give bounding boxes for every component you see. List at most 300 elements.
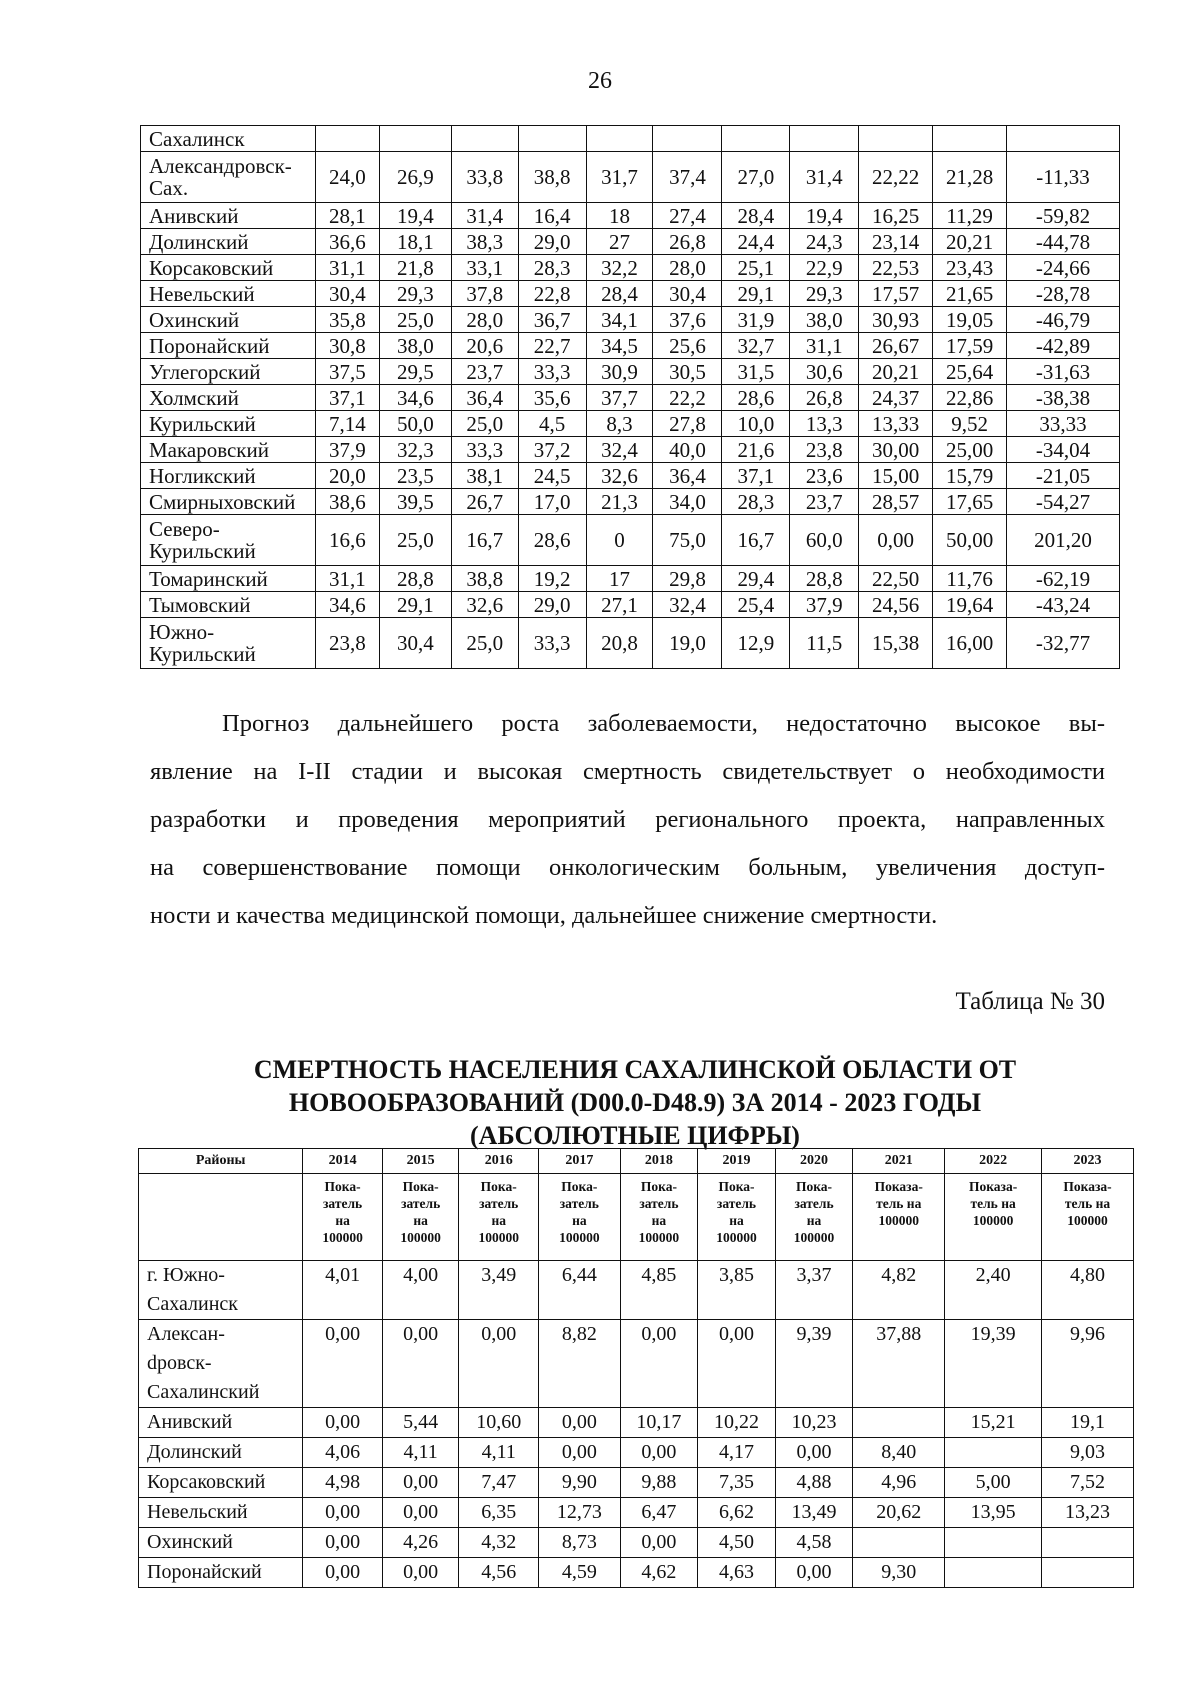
value-cell: 0,00 <box>382 1498 459 1528</box>
value-cell: 29,4 <box>722 566 790 592</box>
value-cell: 32,4 <box>653 592 722 618</box>
value-cell: 26,9 <box>379 152 451 203</box>
table-row <box>139 1558 1134 1588</box>
value-cell: 33,1 <box>451 255 518 281</box>
year-header: 2018 <box>620 1149 698 1174</box>
value-cell <box>790 126 859 152</box>
value-cell: 37,88 <box>853 1320 945 1408</box>
value-cell: 29,3 <box>790 281 859 307</box>
value-cell: 37,1 <box>722 463 790 489</box>
value-cell: 37,6 <box>653 307 722 333</box>
value-cell: 6,35 <box>459 1498 539 1528</box>
indicator-header: Пока- затель на 100000 <box>382 1174 459 1261</box>
district-name-cell: Углегорский <box>141 359 316 385</box>
indicator-header: Пока- затель на 100000 <box>698 1174 776 1261</box>
value-cell: 4,17 <box>698 1438 776 1468</box>
table-row <box>139 1438 1134 1468</box>
value-cell <box>586 126 653 152</box>
value-cell: -62,19 <box>1007 566 1120 592</box>
value-cell: 0,00 <box>382 1558 459 1588</box>
value-cell: 34,6 <box>315 592 379 618</box>
value-cell: 4,00 <box>382 1261 459 1320</box>
value-cell: 15,21 <box>945 1408 1042 1438</box>
table-title-line: СМЕРТНОСТЬ НАСЕЛЕНИЯ САХАЛИНСКОЙ ОБЛАСТИ ОТ <box>253 1055 1017 1084</box>
value-cell: 4,32 <box>459 1528 539 1558</box>
value-cell: -34,04 <box>1007 437 1120 463</box>
value-cell: 16,6 <box>315 515 379 566</box>
value-cell: 11,5 <box>790 618 859 669</box>
value-cell: 27,1 <box>586 592 653 618</box>
value-cell <box>1042 1528 1134 1558</box>
table-row <box>141 203 1120 229</box>
value-cell: 31,4 <box>790 152 859 203</box>
value-cell: 19,4 <box>790 203 859 229</box>
value-cell: 32,4 <box>586 437 653 463</box>
value-cell: 7,35 <box>698 1468 776 1498</box>
value-cell: 5,00 <box>945 1468 1042 1498</box>
value-cell: 30,00 <box>859 437 933 463</box>
value-cell: 10,17 <box>620 1408 698 1438</box>
value-cell: 36,6 <box>315 229 379 255</box>
table-title-line: НОВООБРАЗОВАНИЙ (D00.0-D48.9) ЗА 2014 - 2023 ГОДЫ <box>288 1088 982 1117</box>
value-cell: 75,0 <box>653 515 722 566</box>
value-cell: 25,0 <box>379 515 451 566</box>
year-header: 2020 <box>775 1149 853 1174</box>
value-cell: 32,6 <box>586 463 653 489</box>
value-cell: 28,3 <box>722 489 790 515</box>
value-cell: 22,53 <box>859 255 933 281</box>
value-cell: 30,8 <box>315 333 379 359</box>
value-cell: 13,95 <box>945 1498 1042 1528</box>
value-cell: 38,8 <box>451 566 518 592</box>
value-cell: 8,73 <box>539 1528 621 1558</box>
value-cell <box>379 126 451 152</box>
year-header: 2014 <box>303 1149 383 1174</box>
value-cell: 16,7 <box>722 515 790 566</box>
value-cell: 37,5 <box>315 359 379 385</box>
value-cell: 21,65 <box>933 281 1007 307</box>
value-cell: 31,1 <box>315 255 379 281</box>
value-cell: 0,00 <box>620 1438 698 1468</box>
value-cell: 12,9 <box>722 618 790 669</box>
value-cell: 34,0 <box>653 489 722 515</box>
value-cell: 0,00 <box>303 1408 383 1438</box>
value-cell: 29,8 <box>653 566 722 592</box>
table-row <box>141 152 1120 203</box>
value-cell: 25,0 <box>451 618 518 669</box>
value-cell: 37,2 <box>518 437 586 463</box>
table-row <box>141 463 1120 489</box>
value-cell: 22,86 <box>933 385 1007 411</box>
value-cell: 28,8 <box>379 566 451 592</box>
value-cell: 29,0 <box>518 592 586 618</box>
value-cell: 37,9 <box>315 437 379 463</box>
value-cell: 27 <box>586 229 653 255</box>
table-row <box>141 333 1120 359</box>
value-cell: 25,64 <box>933 359 1007 385</box>
value-cell: 4,5 <box>518 411 586 437</box>
value-cell: 32,3 <box>379 437 451 463</box>
district-name-cell: Поронайский <box>141 333 316 359</box>
value-cell: -11,33 <box>1007 152 1120 203</box>
table-title <box>140 1053 1130 1152</box>
district-name-cell: Алексан- dровск- Сахалинский <box>139 1320 303 1408</box>
value-cell: 17,57 <box>859 281 933 307</box>
year-header: 2021 <box>853 1149 945 1174</box>
value-cell: 31,1 <box>315 566 379 592</box>
value-cell: 25,00 <box>933 437 1007 463</box>
indicator-header: Показа- тель на 100000 <box>945 1174 1042 1261</box>
value-cell: 28,3 <box>518 255 586 281</box>
value-cell: 20,0 <box>315 463 379 489</box>
table-row <box>139 1498 1134 1528</box>
value-cell: 23,8 <box>315 618 379 669</box>
year-header: 2016 <box>459 1149 539 1174</box>
value-cell: 30,6 <box>790 359 859 385</box>
value-cell: 33,8 <box>451 152 518 203</box>
value-cell: 26,8 <box>790 385 859 411</box>
column-header: Районы <box>139 1149 303 1174</box>
value-cell: 0,00 <box>382 1468 459 1498</box>
district-name-cell: Анивский <box>139 1408 303 1438</box>
value-cell: 0,00 <box>620 1320 698 1408</box>
value-cell: 60,0 <box>790 515 859 566</box>
value-cell: 0,00 <box>303 1528 383 1558</box>
value-cell: 33,3 <box>518 359 586 385</box>
value-cell: 37,1 <box>315 385 379 411</box>
value-cell: 29,3 <box>379 281 451 307</box>
value-cell: 9,30 <box>853 1558 945 1588</box>
value-cell: 8,40 <box>853 1438 945 1468</box>
district-name-cell: Ногликский <box>141 463 316 489</box>
value-cell: 34,5 <box>586 333 653 359</box>
value-cell: 10,60 <box>459 1408 539 1438</box>
value-cell: 6,62 <box>698 1498 776 1528</box>
value-cell: -31,63 <box>1007 359 1120 385</box>
value-cell: 38,0 <box>379 333 451 359</box>
value-cell: 4,98 <box>303 1468 383 1498</box>
value-cell: 31,9 <box>722 307 790 333</box>
value-cell: 3,49 <box>459 1261 539 1320</box>
value-cell: 31,7 <box>586 152 653 203</box>
table-row <box>139 1408 1134 1438</box>
value-cell: 35,8 <box>315 307 379 333</box>
value-cell: 4,63 <box>698 1558 776 1588</box>
value-cell: -28,78 <box>1007 281 1120 307</box>
indicator-header: Показа- тель на 100000 <box>853 1174 945 1261</box>
value-cell: 28,6 <box>518 515 586 566</box>
value-cell <box>1042 1558 1134 1588</box>
district-name-cell: Охинский <box>141 307 316 333</box>
value-cell: 17,0 <box>518 489 586 515</box>
value-cell: 0,00 <box>775 1438 853 1468</box>
value-cell: 16,7 <box>451 515 518 566</box>
value-cell: 23,43 <box>933 255 1007 281</box>
paragraph-line: ности и качества медицинской помощи, дальнейшее снижение смертности. <box>150 902 938 929</box>
value-cell: 4,56 <box>459 1558 539 1588</box>
paragraph-line: разработки и проведения мероприятий регионального проекта, направленных <box>150 806 1105 833</box>
value-cell: -44,78 <box>1007 229 1120 255</box>
district-name-cell: Невельский <box>141 281 316 307</box>
value-cell: 10,22 <box>698 1408 776 1438</box>
value-cell: 28,0 <box>653 255 722 281</box>
value-cell: 2,40 <box>945 1261 1042 1320</box>
district-name-cell: Охинский <box>139 1528 303 1558</box>
value-cell: 50,00 <box>933 515 1007 566</box>
value-cell: 26,7 <box>451 489 518 515</box>
subheader-row <box>139 1174 1134 1261</box>
district-name-cell: Корсаковский <box>139 1468 303 1498</box>
value-cell: 25,0 <box>379 307 451 333</box>
value-cell: 19,4 <box>379 203 451 229</box>
indicator-header: Пока- затель на 100000 <box>539 1174 621 1261</box>
value-cell: 27,8 <box>653 411 722 437</box>
value-cell <box>853 1408 945 1438</box>
value-cell: 23,8 <box>790 437 859 463</box>
value-cell: 32,7 <box>722 333 790 359</box>
indicator-header: Пока- затель на 100000 <box>459 1174 539 1261</box>
value-cell: 13,49 <box>775 1498 853 1528</box>
value-cell: 6,44 <box>539 1261 621 1320</box>
district-name-cell: Александровск-Сах. <box>141 152 316 203</box>
value-cell: 36,4 <box>653 463 722 489</box>
value-cell: 4,58 <box>775 1528 853 1558</box>
value-cell: 20,62 <box>853 1498 945 1528</box>
value-cell <box>518 126 586 152</box>
value-cell: 8,82 <box>539 1320 621 1408</box>
value-cell: 3,37 <box>775 1261 853 1320</box>
value-cell: 23,7 <box>451 359 518 385</box>
table-row <box>141 385 1120 411</box>
district-name-cell: Анивский <box>141 203 316 229</box>
value-cell: 4,11 <box>459 1438 539 1468</box>
paragraph-line: явление на I-II стадии и высокая смертность свидетельствует о необходимости <box>150 758 1105 785</box>
value-cell: 28,4 <box>722 203 790 229</box>
district-name-cell: Томаринский <box>141 566 316 592</box>
district-name-cell: г. Южно- Сахалинск <box>139 1261 303 1320</box>
value-cell: 26,8 <box>653 229 722 255</box>
value-cell: 15,38 <box>859 618 933 669</box>
value-cell: 20,8 <box>586 618 653 669</box>
value-cell: 31,5 <box>722 359 790 385</box>
table-row <box>141 229 1120 255</box>
table-title-line: (АБСОЛЮТНЫЕ ЦИФРЫ) <box>470 1121 800 1150</box>
value-cell: 7,47 <box>459 1468 539 1498</box>
value-cell: 0,00 <box>303 1498 383 1528</box>
value-cell: 12,73 <box>539 1498 621 1528</box>
table-row <box>141 307 1120 333</box>
value-cell: 13,23 <box>1042 1498 1134 1528</box>
value-cell: 22,22 <box>859 152 933 203</box>
value-cell: 30,4 <box>379 618 451 669</box>
value-cell: 29,1 <box>379 592 451 618</box>
value-cell: 33,3 <box>451 437 518 463</box>
value-cell: 5,44 <box>382 1408 459 1438</box>
value-cell: 38,1 <box>451 463 518 489</box>
value-cell: 24,56 <box>859 592 933 618</box>
value-cell: 4,80 <box>1042 1261 1134 1320</box>
mortality-absolute-table <box>138 1148 1134 1588</box>
value-cell: -32,77 <box>1007 618 1120 669</box>
value-cell: 23,6 <box>790 463 859 489</box>
value-cell: 28,6 <box>722 385 790 411</box>
value-cell: 0,00 <box>775 1558 853 1588</box>
value-cell: 37,4 <box>653 152 722 203</box>
paragraph-line: Прогноз дальнейшего роста заболеваемости, недостаточно высокое вы- <box>222 710 1105 737</box>
value-cell <box>315 126 379 152</box>
value-cell: 201,20 <box>1007 515 1120 566</box>
district-name-cell: Холмский <box>141 385 316 411</box>
value-cell: 13,33 <box>859 411 933 437</box>
value-cell: 9,88 <box>620 1468 698 1498</box>
value-cell: 4,88 <box>775 1468 853 1498</box>
value-cell: 16,4 <box>518 203 586 229</box>
value-cell: 25,4 <box>722 592 790 618</box>
value-cell: 0 <box>586 515 653 566</box>
value-cell: 24,37 <box>859 385 933 411</box>
empty-cell <box>139 1174 303 1261</box>
value-cell: 36,7 <box>518 307 586 333</box>
value-cell: 3,85 <box>698 1261 776 1320</box>
value-cell: 32,2 <box>586 255 653 281</box>
value-cell: 22,9 <box>790 255 859 281</box>
table-row <box>141 281 1120 307</box>
value-cell: 4,85 <box>620 1261 698 1320</box>
value-cell: 38,0 <box>790 307 859 333</box>
value-cell: 21,28 <box>933 152 1007 203</box>
district-name-cell: Северо-Курильский <box>141 515 316 566</box>
indicator-header: Пока- затель на 100000 <box>303 1174 383 1261</box>
value-cell: 25,0 <box>451 411 518 437</box>
value-cell: 25,6 <box>653 333 722 359</box>
value-cell: 23,14 <box>859 229 933 255</box>
value-cell: 10,23 <box>775 1408 853 1438</box>
value-cell: 19,0 <box>653 618 722 669</box>
value-cell: -54,27 <box>1007 489 1120 515</box>
value-cell <box>933 126 1007 152</box>
value-cell: 33,33 <box>1007 411 1120 437</box>
value-cell: 27,4 <box>653 203 722 229</box>
value-cell: 0,00 <box>303 1320 383 1408</box>
value-cell: 4,96 <box>853 1468 945 1498</box>
value-cell: 24,3 <box>790 229 859 255</box>
value-cell: 22,2 <box>653 385 722 411</box>
value-cell: 40,0 <box>653 437 722 463</box>
year-header: 2022 <box>945 1149 1042 1174</box>
value-cell: 13,3 <box>790 411 859 437</box>
value-cell: 4,26 <box>382 1528 459 1558</box>
value-cell: 7,52 <box>1042 1468 1134 1498</box>
value-cell: 4,01 <box>303 1261 383 1320</box>
district-name-cell: Смирныховский <box>141 489 316 515</box>
value-cell: 34,1 <box>586 307 653 333</box>
value-cell: 28,57 <box>859 489 933 515</box>
value-cell: 19,64 <box>933 592 1007 618</box>
value-cell: 28,1 <box>315 203 379 229</box>
value-cell: 30,5 <box>653 359 722 385</box>
table-label: Таблица № 30 <box>955 988 1105 1015</box>
value-cell: 30,9 <box>586 359 653 385</box>
value-cell: 38,3 <box>451 229 518 255</box>
district-rates-table <box>140 125 1120 669</box>
indicator-header: Пока- затель на 100000 <box>775 1174 853 1261</box>
value-cell <box>945 1558 1042 1588</box>
value-cell: 8,3 <box>586 411 653 437</box>
value-cell: 21,3 <box>586 489 653 515</box>
value-cell: 19,39 <box>945 1320 1042 1408</box>
value-cell: 33,3 <box>518 618 586 669</box>
value-cell: 9,39 <box>775 1320 853 1408</box>
value-cell: 36,4 <box>451 385 518 411</box>
district-name-cell: Макаровский <box>141 437 316 463</box>
value-cell: -42,89 <box>1007 333 1120 359</box>
value-cell: 15,79 <box>933 463 1007 489</box>
header-row <box>139 1149 1134 1174</box>
value-cell: 20,6 <box>451 333 518 359</box>
value-cell: 11,76 <box>933 566 1007 592</box>
district-name-cell: Невельский <box>139 1498 303 1528</box>
value-cell: 10,0 <box>722 411 790 437</box>
value-cell <box>653 126 722 152</box>
value-cell: 4,82 <box>853 1261 945 1320</box>
value-cell <box>1007 126 1120 152</box>
value-cell: 0,00 <box>459 1320 539 1408</box>
value-cell: 16,00 <box>933 618 1007 669</box>
value-cell: 28,8 <box>790 566 859 592</box>
value-cell: 9,90 <box>539 1468 621 1498</box>
value-cell: 28,4 <box>586 281 653 307</box>
value-cell: 24,0 <box>315 152 379 203</box>
value-cell: 39,5 <box>379 489 451 515</box>
district-name-cell: Южно-Курильский <box>141 618 316 669</box>
value-cell: 21,6 <box>722 437 790 463</box>
value-cell: 4,62 <box>620 1558 698 1588</box>
conclusion-paragraph <box>150 700 1105 940</box>
table-row <box>141 592 1120 618</box>
table-row <box>141 489 1120 515</box>
page-number: 26 <box>588 68 612 94</box>
value-cell: 19,2 <box>518 566 586 592</box>
value-cell: 0,00 <box>382 1320 459 1408</box>
value-cell: 37,7 <box>586 385 653 411</box>
table-row <box>141 255 1120 281</box>
district-name-cell: Тымовский <box>141 592 316 618</box>
value-cell: 32,6 <box>451 592 518 618</box>
year-header: 2023 <box>1042 1149 1134 1174</box>
indicator-header: Показа- тель на 100000 <box>1042 1174 1134 1261</box>
value-cell: 9,52 <box>933 411 1007 437</box>
value-cell <box>859 126 933 152</box>
value-cell: 0,00 <box>620 1528 698 1558</box>
value-cell: 11,29 <box>933 203 1007 229</box>
value-cell: 22,50 <box>859 566 933 592</box>
table-row <box>139 1528 1134 1558</box>
value-cell: 31,4 <box>451 203 518 229</box>
table-row <box>139 1320 1134 1408</box>
value-cell: 34,6 <box>379 385 451 411</box>
district-name-cell: Долинский <box>141 229 316 255</box>
value-cell: 0,00 <box>539 1438 621 1468</box>
value-cell: 26,67 <box>859 333 933 359</box>
value-cell: 37,9 <box>790 592 859 618</box>
value-cell: 37,8 <box>451 281 518 307</box>
value-cell: 38,8 <box>518 152 586 203</box>
paragraph-line: на совершенствование помощи онкологическим больным, увеличения доступ- <box>150 854 1105 881</box>
value-cell: 19,05 <box>933 307 1007 333</box>
value-cell: -24,66 <box>1007 255 1120 281</box>
value-cell: 20,21 <box>933 229 1007 255</box>
value-cell: 50,0 <box>379 411 451 437</box>
